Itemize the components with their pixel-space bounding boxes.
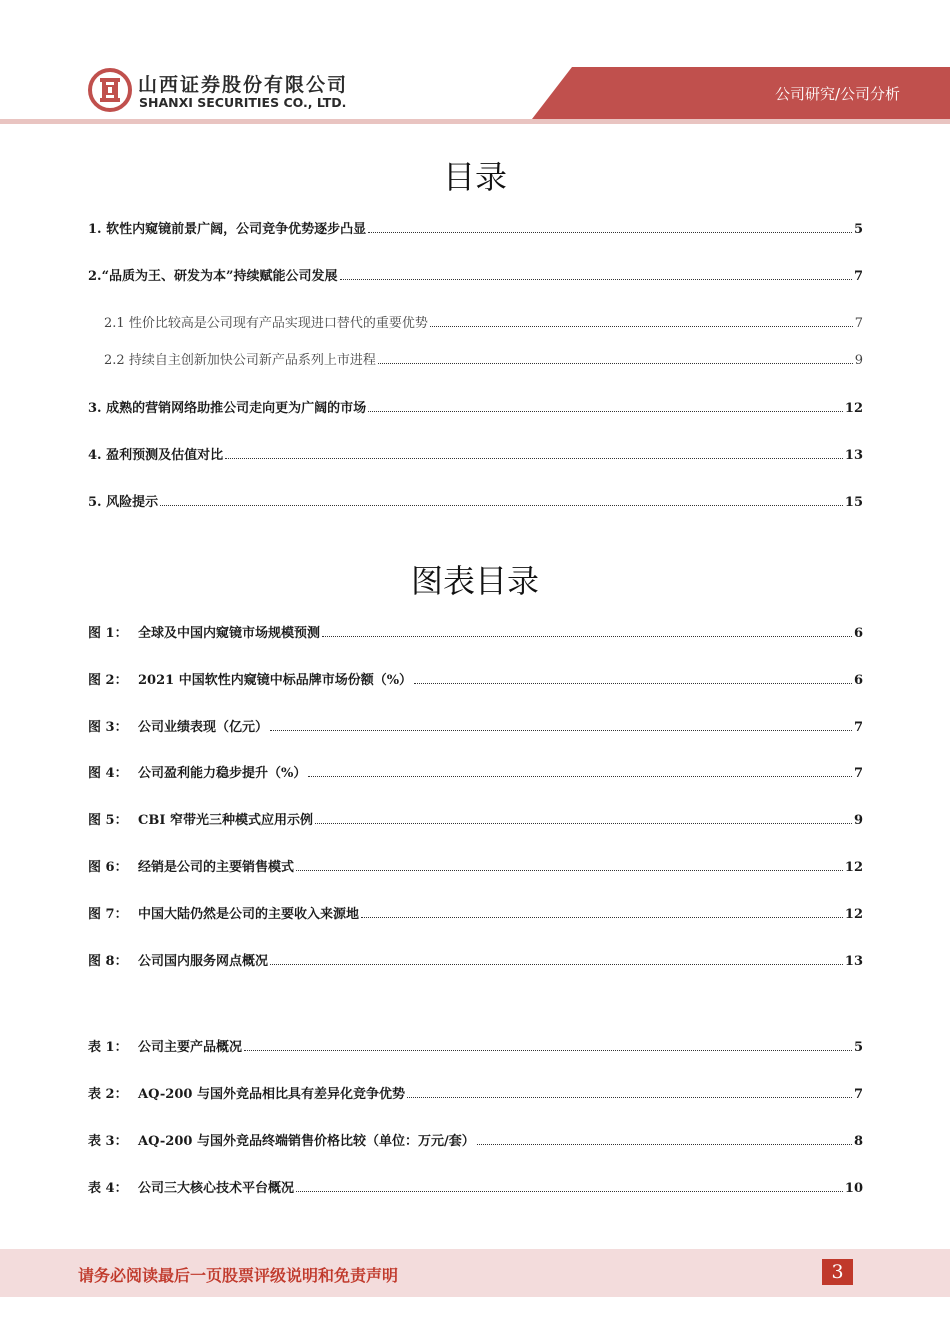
figure-item[interactable] — [88, 902, 863, 922]
figure-item-page: 12 — [844, 860, 863, 875]
toc-item[interactable] — [88, 443, 863, 463]
table-item-page: 5 — [853, 1040, 863, 1055]
toc-item-page: 7 — [853, 269, 863, 284]
toc-item-page: 5 — [853, 222, 863, 237]
table-item-label: AQ-200 与国外竞品终端销售价格比较（单位：万元/套） — [138, 1134, 475, 1149]
figure-item-page: 6 — [853, 673, 863, 688]
dot-leader — [340, 279, 852, 280]
header-divider — [0, 119, 950, 124]
figure-item-label: 经销是公司的主要销售模式 — [138, 860, 295, 875]
dot-leader — [361, 917, 843, 918]
report-category: 公司研究/公司分析 — [774, 85, 900, 103]
toc-item-page: 12 — [844, 401, 863, 416]
dot-leader — [315, 823, 852, 824]
figure-item-label: 2021 中国软性内窥镜中标品牌市场份额（%） — [138, 673, 413, 688]
toc-item[interactable] — [88, 396, 863, 416]
dot-leader — [477, 1144, 852, 1145]
toc-item-number: 2.2 — [104, 353, 125, 368]
dot-leader — [368, 411, 843, 412]
table-item-page: 8 — [853, 1134, 863, 1149]
table-item-label: AQ-200 与国外竞品相比具有差异化竞争优势 — [138, 1087, 405, 1102]
dot-leader — [414, 683, 852, 684]
dot-leader — [296, 870, 843, 871]
table-item-label: 公司主要产品概况 — [138, 1040, 243, 1055]
figure-item[interactable] — [88, 621, 863, 641]
table-item[interactable] — [88, 1082, 863, 1102]
figure-item-number: 图 5： — [88, 813, 128, 828]
toc-item[interactable] — [88, 217, 863, 237]
toc-item-number: 2. — [88, 269, 102, 284]
table-item[interactable] — [88, 1035, 863, 1055]
toc-item-page: 15 — [844, 495, 863, 510]
toc-item-label: 风险提示 — [106, 495, 159, 510]
figure-item-page: 6 — [853, 626, 863, 641]
figure-item-label: 公司业绩表现（亿元） — [138, 720, 269, 735]
figure-item-number: 图 8： — [88, 954, 128, 969]
figure-item-label: 公司国内服务网点概况 — [138, 954, 269, 969]
disclaimer-notice: 请务必阅读最后一页股票评级说明和免责声明 — [78, 1266, 399, 1285]
dot-leader — [270, 964, 843, 965]
figure-item-number: 图 4： — [88, 766, 128, 781]
figure-item-number: 图 3： — [88, 720, 128, 735]
dot-leader — [244, 1050, 852, 1051]
table-item[interactable] — [88, 1129, 863, 1149]
toc-item-page: 13 — [844, 448, 863, 463]
table-item[interactable] — [88, 1176, 863, 1196]
toc-subitem[interactable] — [104, 311, 863, 331]
toc-item-page: 9 — [854, 353, 863, 368]
toc-item-page: 7 — [854, 316, 863, 331]
dot-leader — [160, 505, 843, 506]
company-logo-icon — [88, 68, 132, 112]
table-item-page: 7 — [853, 1087, 863, 1102]
table-item-number: 表 1： — [88, 1040, 128, 1055]
figure-item-page: 12 — [844, 907, 863, 922]
dot-leader — [308, 776, 852, 777]
figure-item-number: 图 6： — [88, 860, 128, 875]
dot-leader — [270, 730, 852, 731]
toc-subitem[interactable] — [104, 348, 863, 368]
dot-leader — [378, 363, 853, 364]
toc-item-number: 5. — [88, 495, 102, 510]
table-item-page: 10 — [844, 1181, 863, 1196]
toc-item-label: 性价比较高是公司现有产品实现进口替代的重要优势 — [128, 316, 428, 331]
toc-item-number: 1. — [88, 222, 102, 237]
figure-item-page: 9 — [853, 813, 863, 828]
figure-item-number: 图 1： — [88, 626, 128, 641]
figure-item-page: 7 — [853, 766, 863, 781]
figure-item-label: 全球及中国内窥镜市场规模预测 — [138, 626, 321, 641]
toc-item-label: 软性内窥镜前景广阔，公司竞争优势逐步凸显 — [106, 222, 367, 237]
toc-item-number: 2.1 — [104, 316, 125, 331]
company-name-cn: 山西证券股份有限公司 — [138, 74, 349, 96]
figure-item-page: 13 — [844, 954, 863, 969]
figure-item-page: 7 — [853, 720, 863, 735]
table-item-label: 公司三大核心技术平台概况 — [138, 1181, 295, 1196]
table-item-number: 表 2： — [88, 1087, 128, 1102]
figure-item-label: CBI 窄带光三种模式应用示例 — [138, 813, 313, 828]
figure-item[interactable] — [88, 761, 863, 781]
toc-item-number: 4. — [88, 448, 102, 463]
dot-leader — [430, 326, 853, 327]
figure-item[interactable] — [88, 808, 863, 828]
table-item-number: 表 3： — [88, 1134, 128, 1149]
dot-leader — [322, 636, 852, 637]
figure-item[interactable] — [88, 855, 863, 875]
toc-item[interactable] — [88, 490, 863, 510]
toc-item[interactable] — [88, 264, 863, 284]
dot-leader — [225, 458, 843, 459]
toc-item-label: 成熟的营销网络助推公司走向更为广阔的市场 — [106, 401, 367, 416]
figure-item-label: 公司盈利能力稳步提升（%） — [138, 766, 307, 781]
toc-item-number: 3. — [88, 401, 102, 416]
figure-item[interactable] — [88, 715, 863, 735]
dot-leader — [368, 232, 852, 233]
toc-item-label: “品质为王、研发为本”持续赋能公司发展 — [101, 269, 338, 284]
table-item-number: 表 4： — [88, 1181, 128, 1196]
figure-item-label: 中国大陆仍然是公司的主要收入来源地 — [138, 907, 360, 922]
toc-title: 目录 — [442, 158, 507, 196]
company-name-en: SHANXI SECURITIES CO., LTD. — [139, 95, 347, 110]
page-header — [0, 0, 950, 128]
figure-item-number: 图 2： — [88, 673, 128, 688]
figure-item[interactable] — [88, 668, 863, 688]
dot-leader — [407, 1097, 852, 1098]
page-number: 3 — [822, 1259, 853, 1285]
figure-item[interactable] — [88, 949, 863, 969]
figures-title: 图表目录 — [410, 562, 539, 600]
toc-item-label: 盈利预测及估值对比 — [106, 448, 224, 463]
figure-item-number: 图 7： — [88, 907, 128, 922]
dot-leader — [296, 1191, 843, 1192]
toc-item-label: 持续自主创新加快公司新产品系列上市进程 — [128, 353, 376, 368]
